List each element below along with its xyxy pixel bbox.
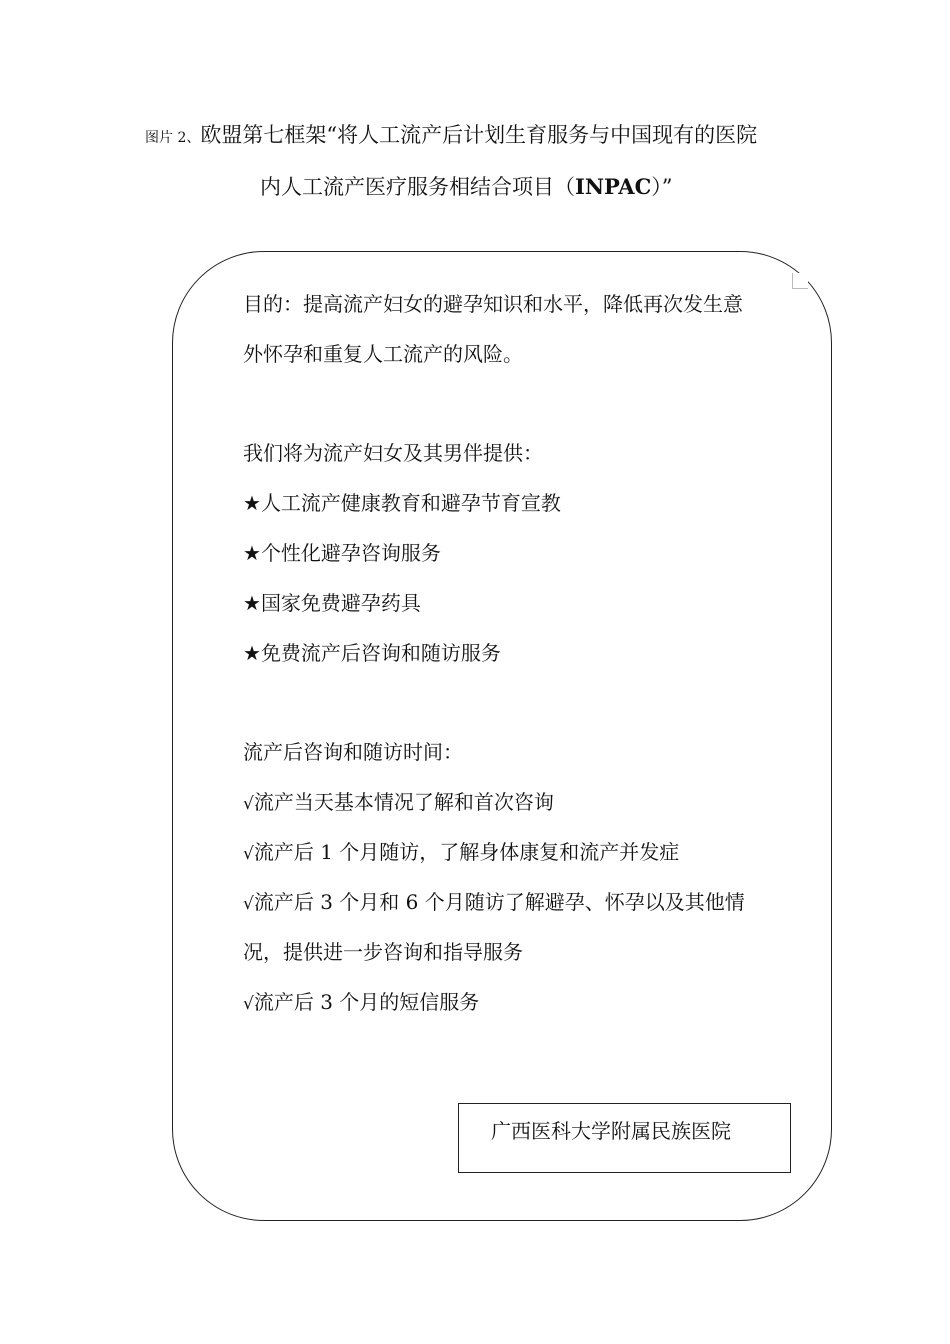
schedule-item-text: 流产后 3 个月和 6 个月随访了解避孕、怀孕以及其他情 [253, 890, 745, 914]
checkmark-icon: √ [243, 894, 254, 914]
star-icon: ★ [243, 641, 261, 665]
document-title-line-1 [145, 118, 757, 155]
service-item-text: 人工流产健康教育和避孕节育宣教 [260, 491, 561, 515]
star-icon: ★ [243, 591, 261, 615]
list-item [243, 588, 421, 618]
title-text-1: 欧盟第七框架“将人工流产后计划生育服务与中国现有的医院 [200, 123, 758, 147]
star-icon: ★ [243, 541, 261, 565]
corner-fold-mark [792, 273, 808, 289]
schedule-item-text: 流产后 1 个月随访，了解身体康复和流产并发症 [253, 840, 680, 864]
service-item-text: 个性化避孕咨询服务 [260, 541, 441, 565]
schedule-heading: 流产后咨询和随访时间： [243, 740, 463, 764]
schedule-item-continuation: 况，提供进一步咨询和指导服务 [243, 940, 523, 964]
checkmark-icon: √ [243, 794, 254, 814]
checkmark-icon: √ [243, 994, 254, 1014]
schedule-item-text: 流产当天基本情况了解和首次咨询 [253, 790, 554, 814]
figure-label: 图片 2、 [145, 130, 201, 146]
title-text-2-start: 内人工流产医疗服务相结合项目（ [260, 175, 575, 199]
list-item [243, 538, 441, 568]
hospital-name-box [458, 1103, 791, 1173]
purpose-line-1: 目的：提高流产妇女的避孕知识和水平，降低再次发生意 [243, 292, 743, 316]
title-text-2-end: ）” [651, 175, 673, 199]
rounded-info-card [172, 251, 832, 1221]
purpose-line-2: 外怀孕和重复人工流产的风险。 [243, 342, 523, 366]
list-item [243, 887, 745, 919]
services-heading: 我们将为流产妇女及其男伴提供： [243, 441, 543, 465]
hospital-name: 广西医科大学附属民族医院 [491, 1119, 731, 1143]
list-item [243, 488, 561, 518]
star-icon: ★ [243, 491, 261, 515]
document-title-line-2 [260, 170, 673, 204]
list-item [243, 787, 554, 819]
service-item-text: 免费流产后咨询和随访服务 [260, 641, 501, 665]
list-item [243, 837, 679, 869]
project-acronym: INPAC [575, 174, 652, 199]
service-item-text: 国家免费避孕药具 [260, 591, 421, 615]
schedule-item-text: 流产后 3 个月的短信服务 [253, 990, 480, 1014]
list-item [243, 987, 479, 1019]
list-item [243, 638, 501, 668]
checkmark-icon: √ [243, 844, 254, 864]
